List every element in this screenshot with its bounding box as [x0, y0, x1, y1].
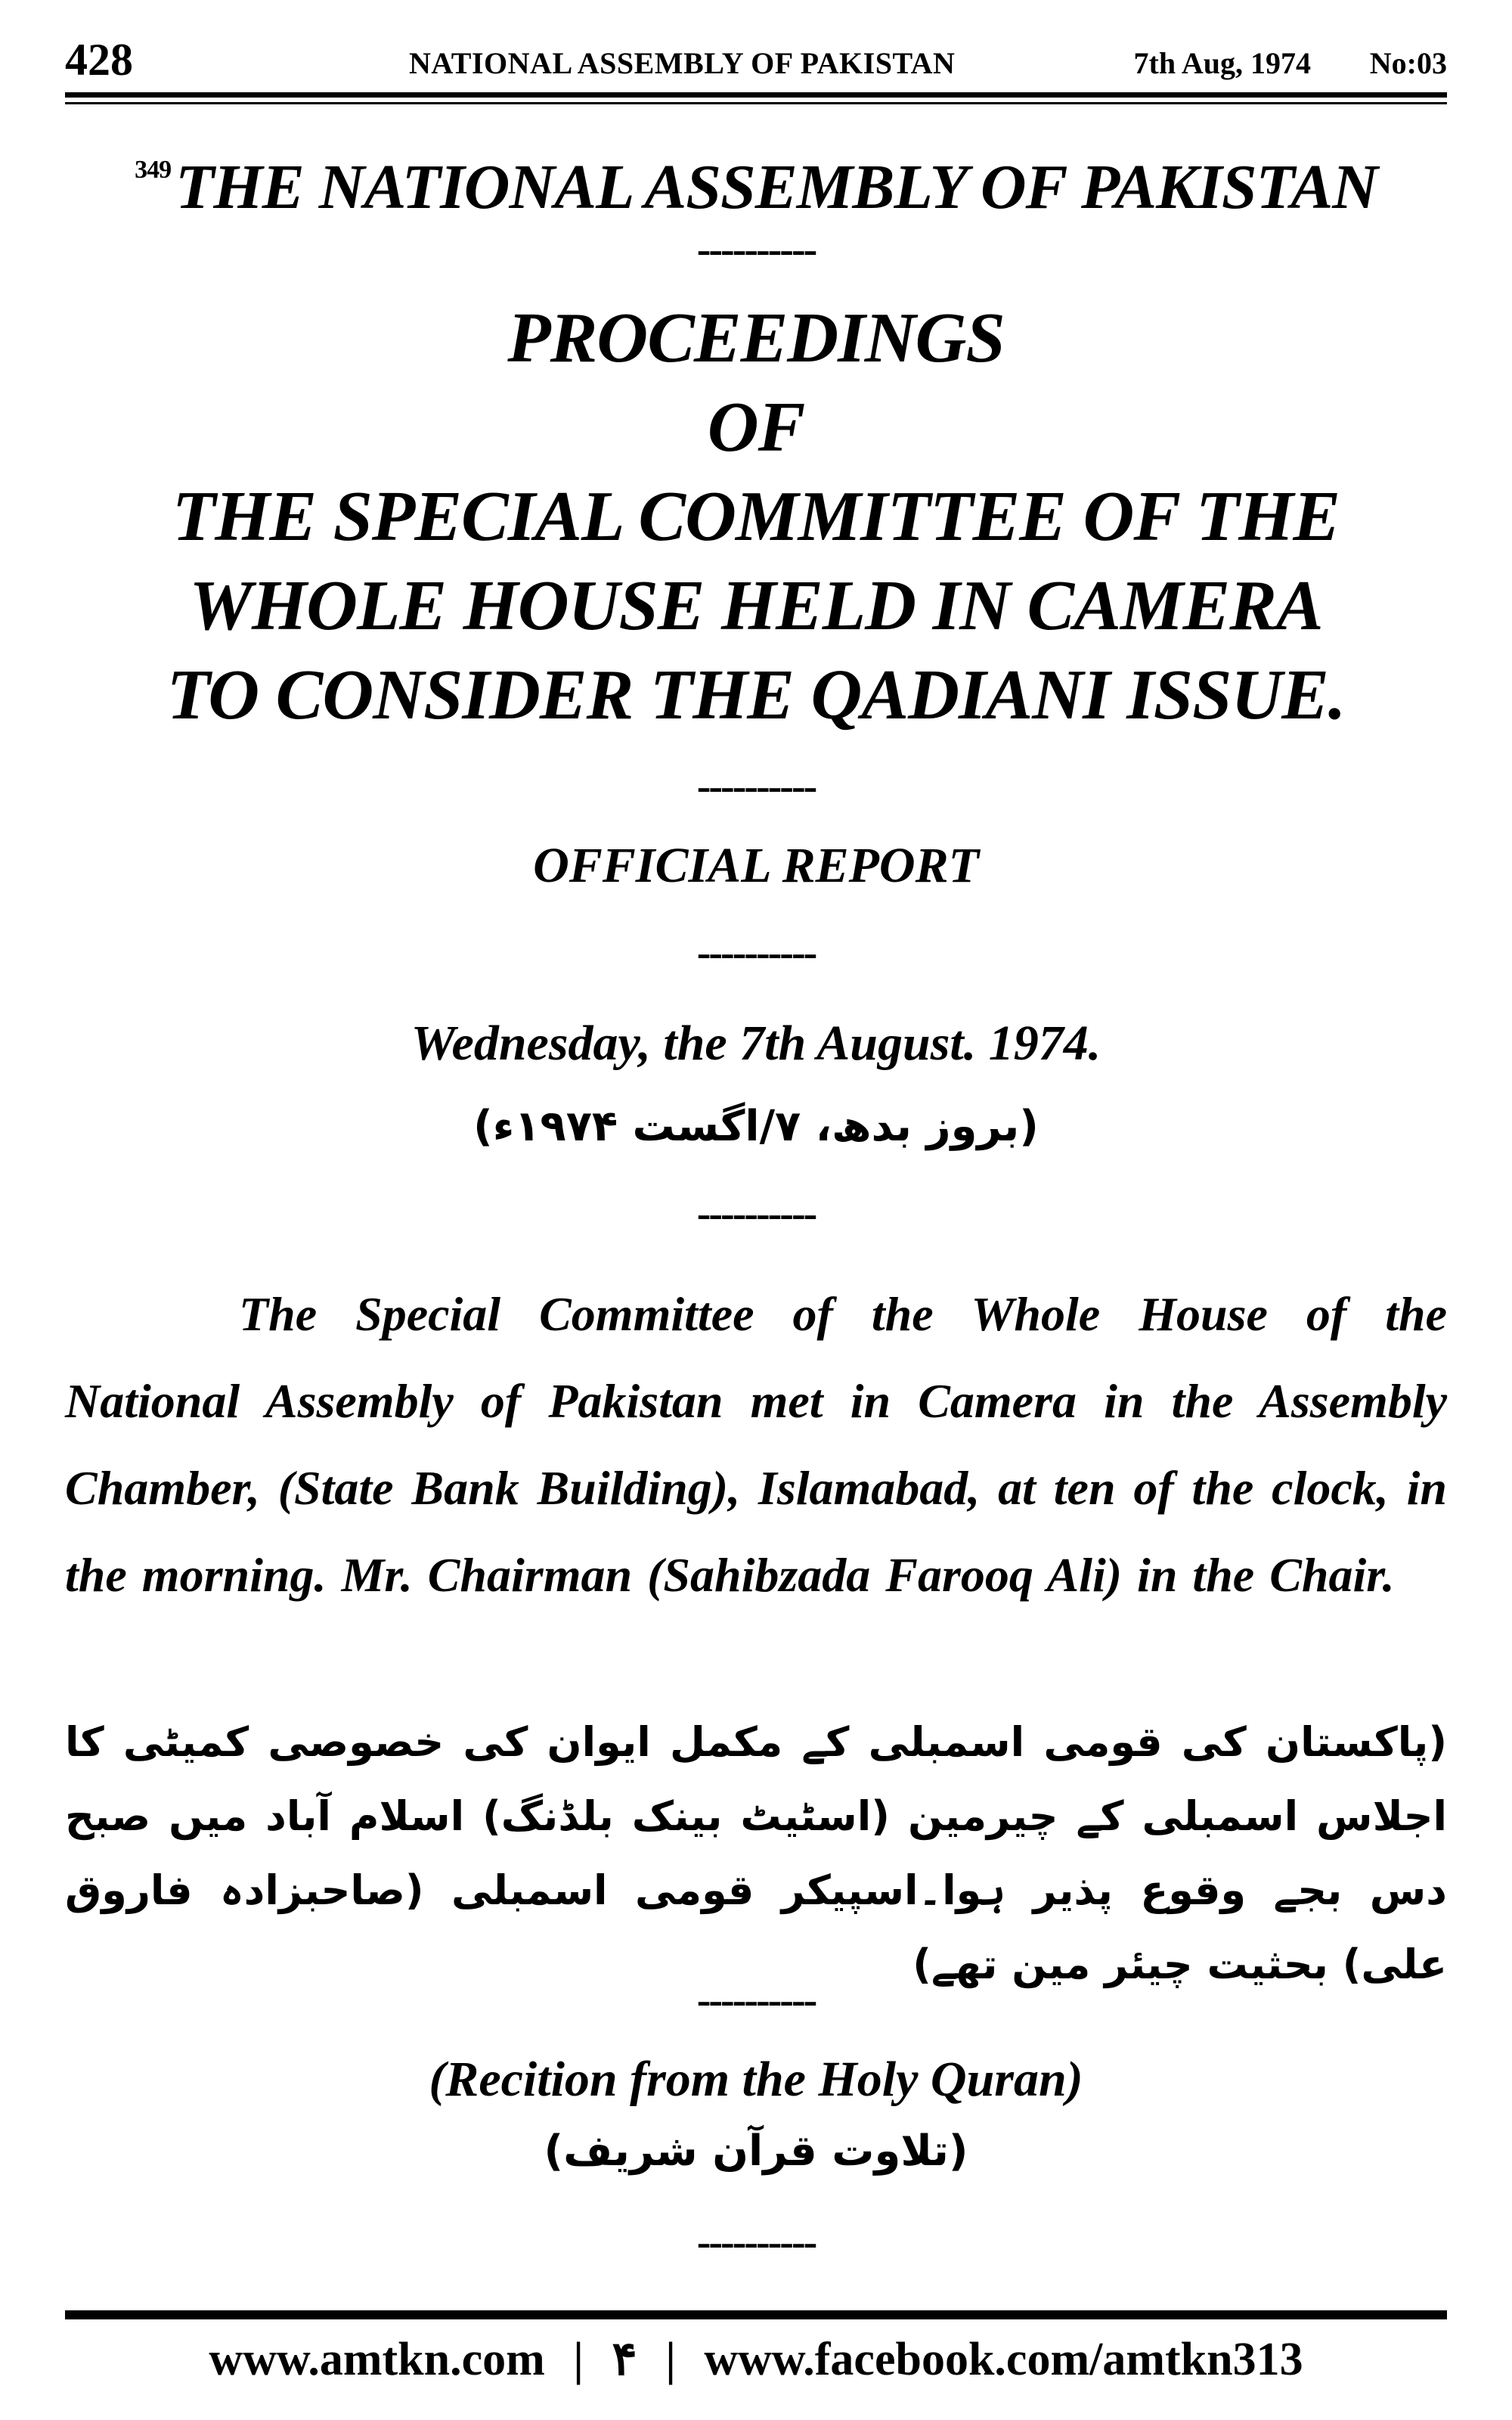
heading-whole-house: WHOLE HOUSE HELD IN CAMERA	[189, 566, 1323, 645]
proceedings-paragraph-english: The Special Committee of the Whole House of the National Assembly of Pakistan met in Camera in the Assembly Chamber, (State Bank Building), Islamabad, at ten of the clock, in the morning. Mr. Chairman (Sahibzada Farooq Ali) in the Chair.	[65, 1287, 1447, 1602]
separator-6: ----------	[696, 2219, 816, 2266]
issue-number: No:03	[1369, 46, 1447, 80]
session-date-english: Wednesday, the 7th August. 1974.	[411, 1016, 1101, 1071]
heading-qadiani-issue: TO CONSIDER THE QADIANI ISSUE.	[166, 656, 1346, 734]
website-link[interactable]: www.amtkn.com	[209, 2334, 545, 2385]
footer-separator-left: |	[573, 2334, 584, 2385]
footer-separator-right: |	[665, 2334, 676, 2385]
issue-date: 7th Aug, 1974	[1133, 46, 1311, 80]
heading-special-committee: THE SPECIAL COMMITTEE OF THE	[172, 477, 1340, 556]
official-report-label: OFFICIAL REPORT	[533, 838, 979, 893]
assembly-title-line	[65, 129, 1447, 229]
page-footer	[65, 2329, 1447, 2390]
footer-rule	[65, 2310, 1447, 2319]
recitation-english: (Recition from the Holy Quran)	[429, 2052, 1083, 2107]
separator-1: ----------	[696, 226, 816, 273]
page-number: 428	[65, 35, 133, 85]
separator-2: ----------	[696, 763, 816, 810]
recitation-urdu: (تلاوت قرآن شریف)	[544, 2127, 968, 2176]
separator-4: ----------	[696, 1190, 816, 1237]
footnote-marker: 349	[135, 156, 172, 184]
proceedings-paragraph-urdu: (پاکستان کی قومی اسمبلی کے مکمل ایوان کی خصوصی کمیٹی کا اجلاس اسمبلی کے چیرمین (اسٹیٹ بینک بلڈنگ) اسلام آباد میں صبح دس بجے وقوع پذیر ہوا۔اسپیکر قومی اسمبلی (صاحبزادہ فاروق علی) بحثیت چیئر مین تھے)	[65, 1718, 1447, 1988]
session-date-urdu: (بروز بدھ، ۷/اگست ۱۹۷۴ء)	[473, 1102, 1039, 1151]
separator-5: ----------	[696, 1977, 816, 2024]
assembly-title: THE NATIONAL ASSEMBLY OF PAKISTAN	[175, 152, 1377, 222]
running-title: NATIONAL ASSEMBLY OF PAKISTAN	[409, 46, 956, 80]
footer-page-number-urdu: ۴	[612, 2334, 637, 2385]
heading-proceedings: PROCEEDINGS	[507, 299, 1005, 377]
header-rule-thin	[65, 102, 1447, 104]
page-header	[65, 33, 1447, 86]
facebook-link[interactable]: www.facebook.com/amtkn313	[704, 2334, 1303, 2385]
header-rule-thick	[65, 92, 1447, 98]
heading-of: OF	[707, 388, 805, 467]
separator-3: ----------	[696, 929, 816, 976]
